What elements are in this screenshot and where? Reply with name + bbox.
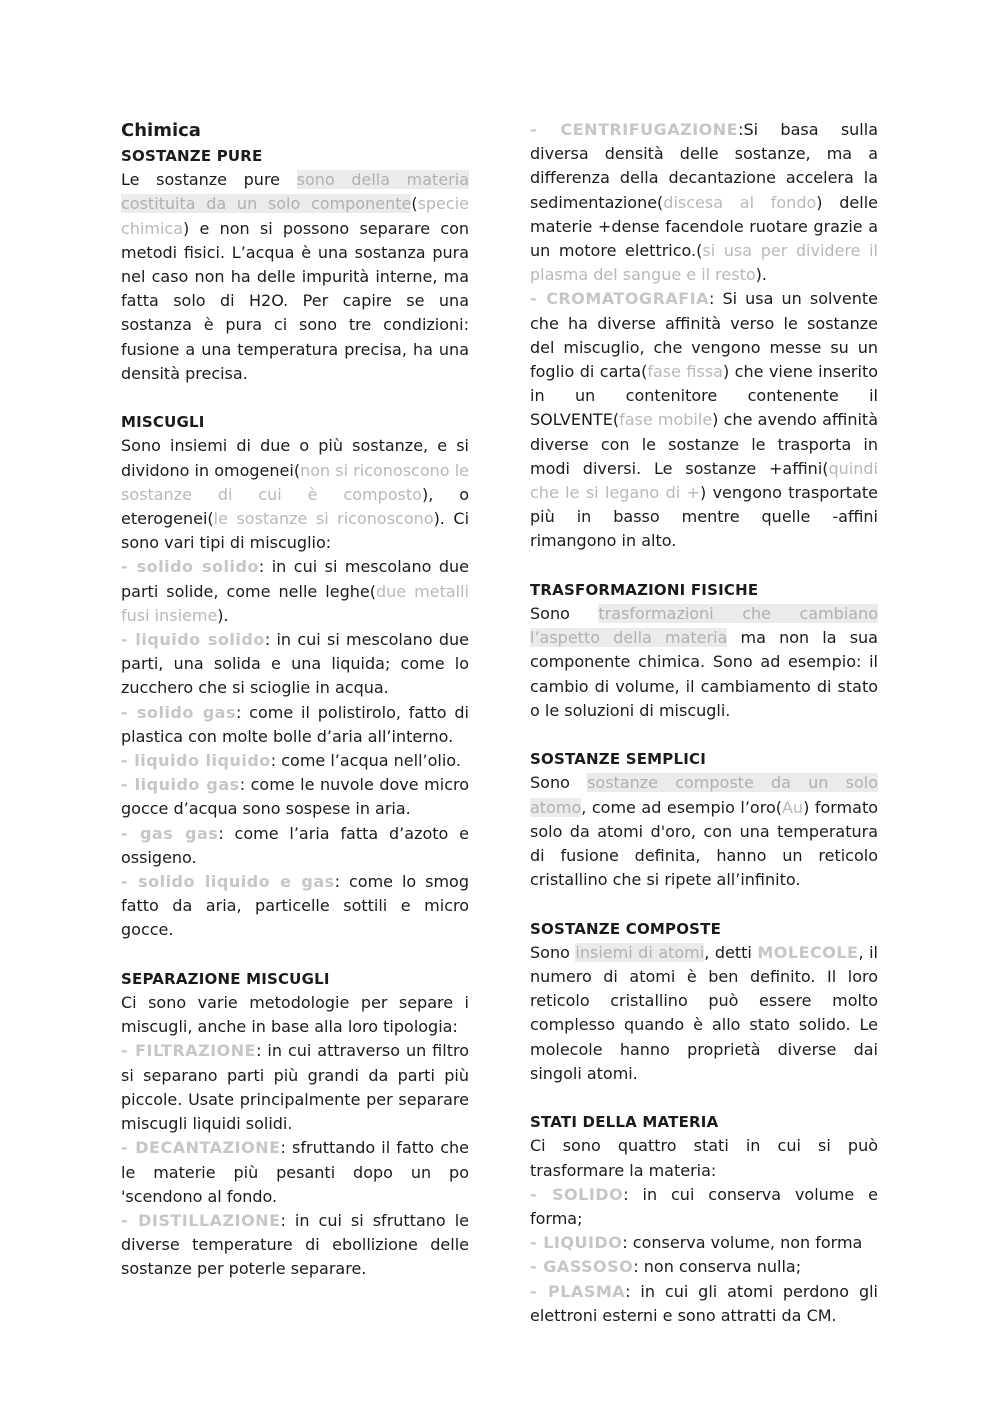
- list-keyword: - DISTILLAZIONE: [121, 1210, 281, 1230]
- text: : come il polistirolo, fatto di plastica con molte bolle d’aria all’interno.: [121, 702, 470, 746]
- highlight: sostanze composte da un solo atomo: [530, 773, 879, 817]
- list-item: [121, 749, 469, 773]
- list-item: [121, 628, 469, 701]
- heading-stati-materia: STATI DELLA MATERIA: [530, 1113, 719, 1132]
- note: Au: [781, 797, 804, 817]
- text: : come le nuvole dove micro gocce d’acqua sono sospese in aria.: [121, 775, 470, 819]
- left-column: [121, 118, 469, 1282]
- paragraph-sostanze-composte: [530, 941, 878, 1086]
- note: fase fissa: [647, 362, 723, 382]
- text: Sono: [530, 604, 599, 624]
- heading-sostanze-pure: SOSTANZE PURE: [121, 147, 263, 165]
- note: discesa al fondo: [663, 192, 817, 212]
- note: due metalli fusi insieme: [121, 581, 470, 625]
- heading-miscugli: MISCUGLI: [121, 413, 205, 432]
- highlight: trasformazioni che cambiano l’aspetto della materia: [530, 604, 878, 648]
- list-keyword: - solido solido: [121, 557, 259, 577]
- text: : sfruttando il fatto che le materie più pesanti dopo un po 'scendono al fondo.: [121, 1138, 469, 1206]
- paragraph-miscugli: [121, 434, 469, 555]
- list-item: [530, 1183, 878, 1231]
- list-keyword: - DECANTAZIONE: [121, 1138, 281, 1158]
- text: ) delle materie +dense facendole ruotare grazie a un motore elettrico.(: [530, 192, 879, 261]
- list-item: [121, 870, 469, 943]
- note: fase mobile: [619, 410, 713, 430]
- text: : Si usa un solvente che ha diverse affinità verso le sostanze del miscuglio, che vengono messe su un foglio di carta(: [530, 289, 878, 382]
- list-keyword: - GASSOSO: [530, 1257, 634, 1277]
- paragraph-centrifugazione: [530, 118, 878, 287]
- heading-trasformazioni-fisiche: TRASFORMAZIONI FISICHE: [530, 580, 759, 599]
- text: : in cui si mescolano due parti solide, come nelle leghe(: [121, 557, 469, 601]
- text: :Si basa sulla diversa densità delle sostanze, ma a differenza della decantazione accelera la sedimentazione(: [530, 120, 879, 212]
- list-item: [530, 1255, 878, 1279]
- text: ), o eterogenei(: [121, 484, 470, 529]
- highlight: sono della materia costituita da un solo componente: [121, 170, 469, 214]
- paragraph-cromatografia: [530, 287, 878, 553]
- text: : come l’aria fatta d’azoto e ossigeno.: [121, 823, 469, 867]
- text: : in cui conserva volume e forma;: [530, 1184, 878, 1229]
- text: : in cui si sfruttano le diverse temperature di ebollizione delle sostanze per poterle separare.: [121, 1210, 469, 1279]
- list-item: [121, 822, 469, 870]
- text: : conserva volume, non forma: [622, 1233, 863, 1253]
- list-item: [121, 1209, 469, 1282]
- list-keyword: - LIQUIDO: [530, 1233, 623, 1253]
- list-keyword: - SOLIDO: [530, 1184, 624, 1204]
- paragraph-sostanze-pure: [121, 168, 469, 386]
- text: : in cui si mescolano due parti, una solida e una liquida; come lo zucchero che si scioglie in acqua.: [121, 630, 469, 698]
- paragraph-trasformazioni-fisiche: [530, 602, 878, 723]
- text: : come lo smog fatto da aria, particelle sottili e micro gocce.: [121, 872, 469, 940]
- note: specie chimica: [121, 194, 469, 238]
- text: ).: [755, 265, 767, 285]
- text: (: [411, 194, 418, 214]
- text: Sono: [530, 773, 588, 793]
- text: : come l’acqua nell’olio.: [270, 751, 461, 771]
- list-keyword: - solido liquido e gas: [121, 872, 335, 892]
- right-column: [530, 118, 878, 1328]
- paragraph-separazione: Ci sono varie metodologie per separe i miscugli, anche in base alla loro tipologia:: [121, 993, 469, 1037]
- text: ) vengono trasportate più in basso mentre quelle -affini rimangono in alto.: [530, 483, 878, 551]
- text: ).: [217, 605, 229, 625]
- text: ) che avendo affinità diverse con le sostanze le trasporta in modi diversi. Le sostanze +affini(: [530, 410, 879, 478]
- text: : in cui gli atomi perdono gli elettroni esterni e sono attratti da CM.: [530, 1281, 879, 1325]
- list-keyword: - solido gas: [121, 702, 236, 722]
- list-item: [121, 773, 469, 821]
- text: : non conserva nulla;: [633, 1257, 802, 1277]
- text: , il numero di atomi è ben definito. Il loro reticolo cristallino può essere molto complesso quando è allo stato solido. Le molecole hanno proprietà diverse dai singoli atomi.: [530, 942, 878, 1083]
- heading-sostanze-semplici: SOSTANZE SEMPLICI: [530, 750, 707, 769]
- text: Sono insiemi di due o più sostanze, e si dividono in omogenei(: [121, 436, 469, 480]
- list-item: [121, 555, 469, 628]
- keyword: MOLECOLE: [757, 942, 859, 962]
- highlight: insiemi di atomi: [575, 942, 705, 962]
- list-keyword: - FILTRAZIONE: [121, 1041, 257, 1061]
- list-keyword: - liquido solido: [121, 630, 265, 650]
- list-item: [530, 1231, 878, 1255]
- paragraph-sostanze-semplici: [530, 771, 878, 892]
- document-title: Chimica: [121, 120, 201, 141]
- list-keyword: - CENTRIFUGAZIONE: [530, 120, 739, 139]
- note: le sostanze si riconoscono: [213, 509, 434, 529]
- note: quindi che le si legano di +: [530, 458, 878, 503]
- list-keyword: - liquido liquido: [121, 751, 271, 771]
- text: Sono: [530, 942, 576, 962]
- text: ) che viene inserito in un contenitore contenente il SOLVENTE(: [530, 362, 879, 430]
- list-item: [121, 1136, 469, 1209]
- heading-sostanze-composte: SOSTANZE COMPOSTE: [530, 919, 722, 938]
- list-item: [530, 1280, 878, 1328]
- list-item: [121, 1039, 469, 1136]
- list-keyword: - PLASMA: [530, 1281, 626, 1301]
- text: ma non la sua componente chimica. Sono ad esempio: il cambio di volume, il cambiamento di stato o le soluzioni di miscugli.: [530, 628, 878, 720]
- paragraph-stati-materia: Ci sono quattro stati in cui si può trasformare la materia:: [530, 1136, 878, 1180]
- heading-separazione: SEPARAZIONE MISCUGLI: [121, 969, 330, 988]
- text: , come ad esempio l’oro(: [581, 797, 782, 817]
- list-keyword: - liquido gas: [121, 775, 240, 795]
- list-item: [121, 701, 469, 749]
- note: si usa per dividere il plasma del sangue e il resto: [530, 241, 878, 285]
- text: ). Ci sono vari tipi di miscuglio:: [121, 509, 470, 553]
- note: non si riconoscono le sostanze di cui è composto: [121, 460, 469, 504]
- text: ) e non si possono separare con metodi fisici. L’acqua è una sostanza pura nel caso non ha delle impurità interne, ma fatta solo di H2O. Per capire se una sostanza è pura ci sono tre condizioni: fusione a una temperatura precisa, ha una densità precisa.: [121, 218, 469, 383]
- list-keyword: - CROMATOGRAFIA: [530, 289, 710, 309]
- text: , detti: [704, 942, 758, 962]
- text: ) formato solo da atomi d'oro, con una temperatura di fusione definita, hanno un reticolo cristallino che si ripete all’infinito.: [530, 797, 879, 890]
- text: Le sostanze pure: [121, 170, 297, 190]
- text: : in cui attraverso un filtro si separano parti più grandi da parti più piccole. Usate principalmente per separare miscugli liquidi solidi.: [121, 1041, 469, 1134]
- list-keyword: - gas gas: [121, 823, 219, 843]
